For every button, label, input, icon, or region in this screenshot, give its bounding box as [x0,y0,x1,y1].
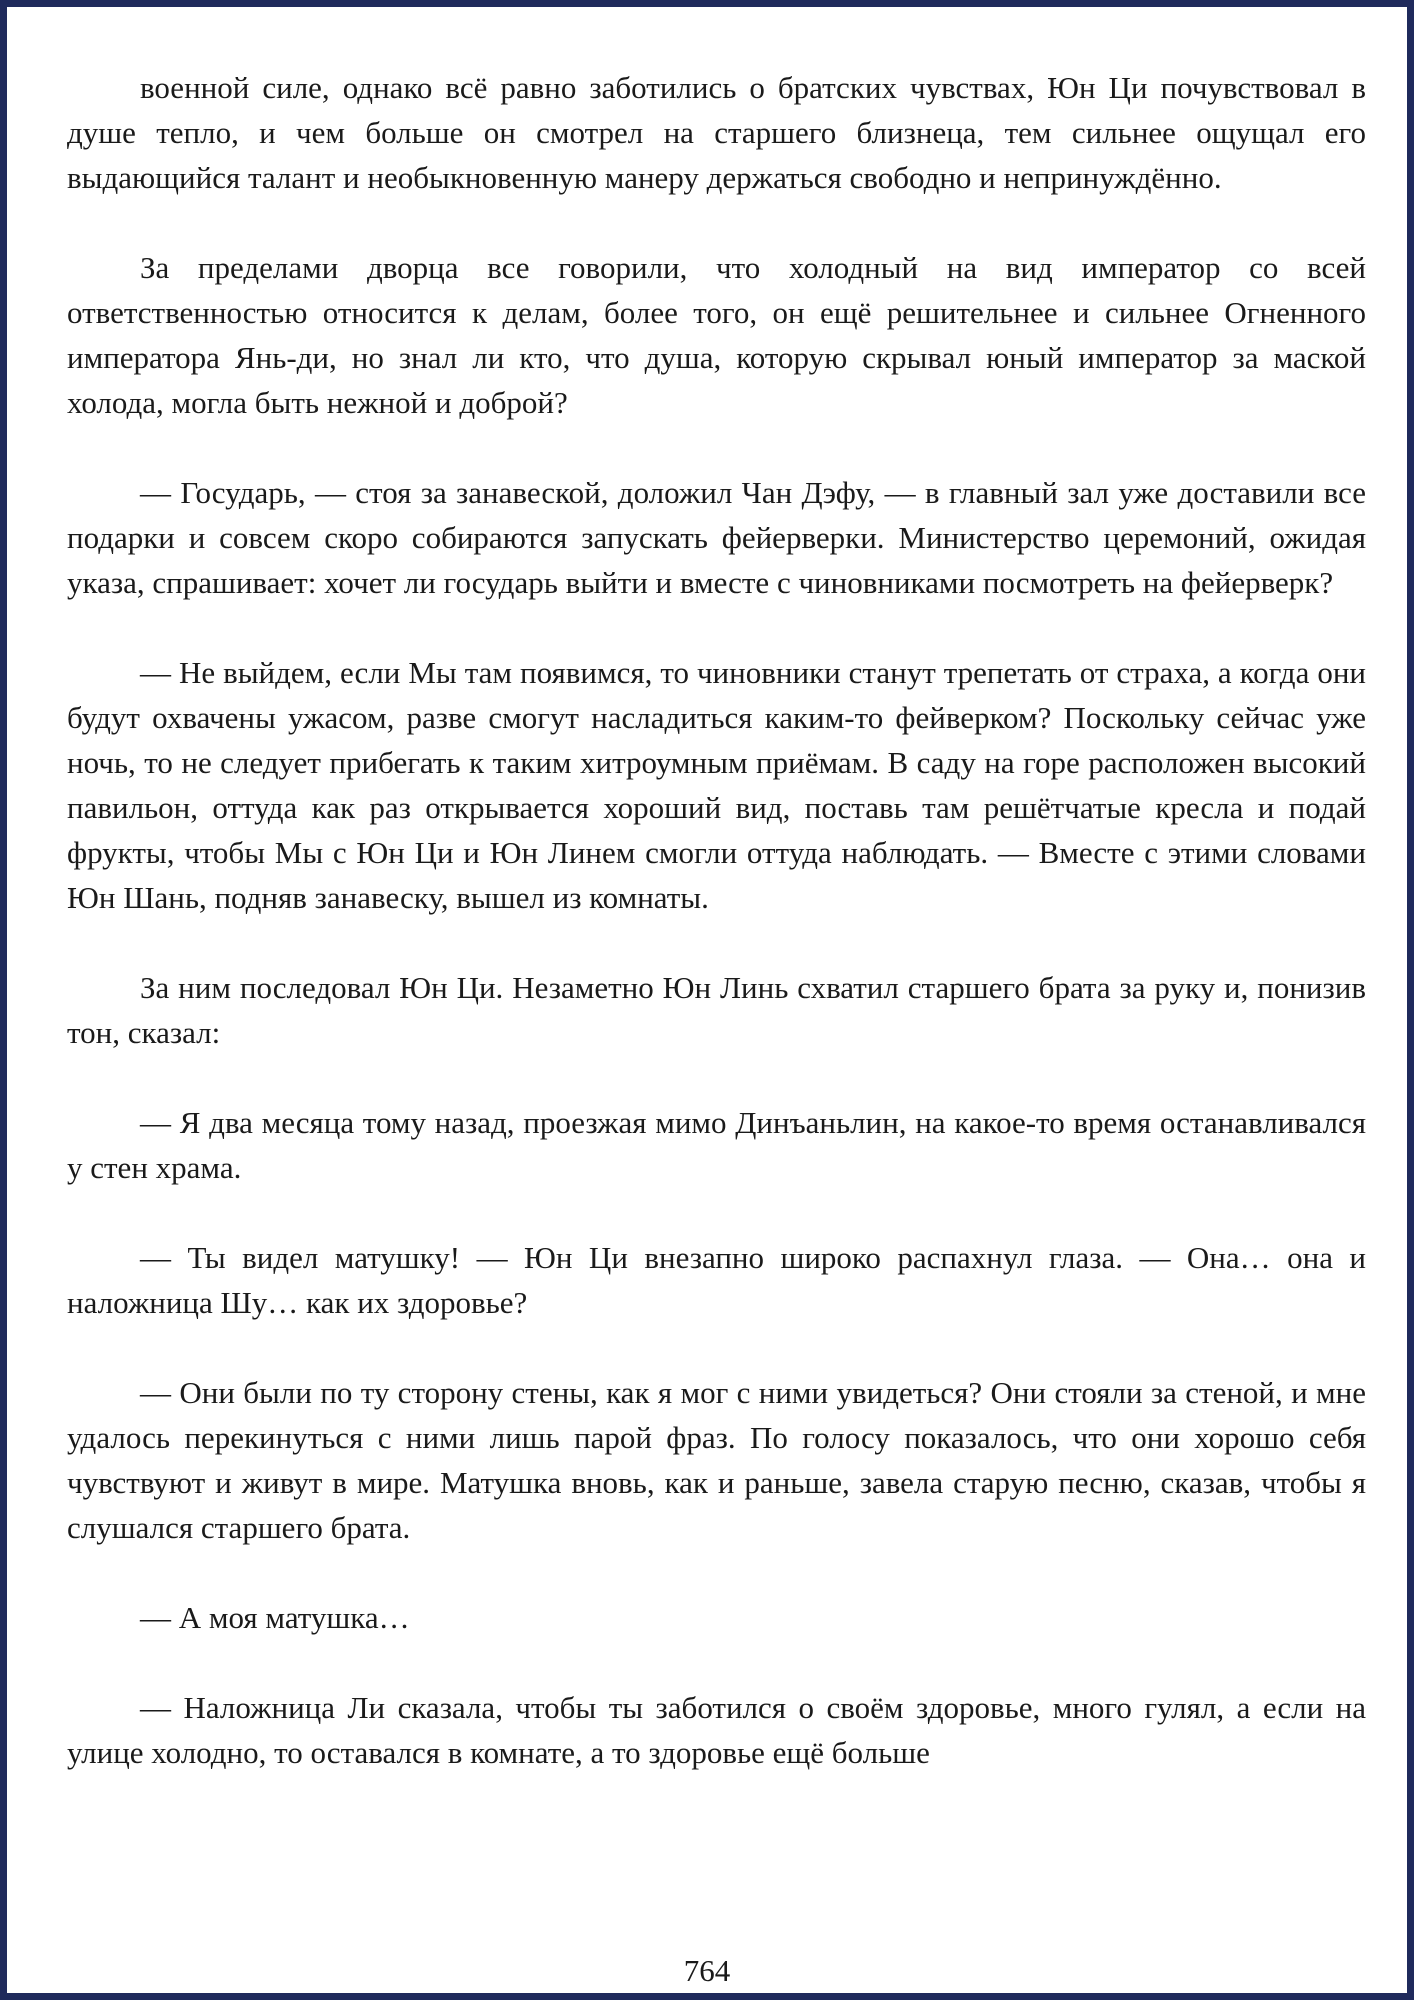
paragraph: — А моя матушка… [140,1600,410,1635]
text-body [67,65,1366,1820]
paragraph: За ним последовал Юн Ци. Незаметно Юн Линь схватил старшего брата за руку и, понизив тон, сказал: [67,970,1366,1050]
paragraph: За пределами дворца все говорили, что холодный на вид император со всей ответственностью относится к делам, более того, он ещё решительнее и сильнее Огненного императора Янь-ди, но знал ли кто, что душа, которую скрывал юный император за маской холода, могла быть нежной и доброй? [67,250,1366,420]
paragraph: — Наложница Ли сказала, чтобы ты заботился о своём здоровье, много гулял, а если на улице холодно, то оставался в комнате, а то здоровье ещё больше [67,1690,1366,1770]
paragraph: военной силе, однако всё равно заботились о братских чувствах, Юн Ци почувствовал в душе тепло, и чем больше он смотрел на старшего близнеца, тем сильнее ощущал его выдающийся талант и необыкновенную манеру держаться свободно и непринуждённо. [67,70,1366,195]
paragraph: — Они были по ту сторону стены, как я мог с ними увидеться? Они стояли за стеной, и мне удалось перекинуться с ними лишь парой фраз. По голосу показалось, что они хорошо себя чувствуют и живут в мире. Матушка вновь, как и раньше, завела старую песню, сказав, чтобы я слушался старшего брата. [67,1375,1366,1545]
paragraph: — Ты видел матушку! — Юн Ци внезапно широко распахнул глаза. — Она… она и наложница Шу… как их здоровье? [67,1240,1366,1320]
page-number: 764 [683,1953,731,1988]
paragraph: — Не выйдем, если Мы там появимся, то чиновники станут трепетать от страха, а когда они будут охвачены ужасом, разве смогут насладиться каким-то фейверком? Поскольку сейчас уже ночь, то не следует прибегать к таким хитроумным приёмам. В саду на горе расположен высокий павильон, оттуда как раз открывается хороший вид, поставь там решётчатые кресла и подай фрукты, чтобы Мы с Юн Ци и Юн Линем смогли оттуда наблюдать. — Вместе с этими словами Юн Шань, подняв занавеску, вышел из комнаты. [67,655,1366,915]
paragraph: — Я два месяца тому назад, проезжая мимо Динъаньлин, на какое-то время останавливался у стен храма. [67,1105,1366,1185]
paragraph: — Государь, — стоя за занавеской, доложил Чан Дэфу, — в главный зал уже доставили все подарки и совсем скоро собираются запускать фейерверки. Министерство церемоний, ожидая указа, спрашивает: хочет ли государь выйти и вместе с чиновниками посмотреть на фейерверк? [67,475,1366,600]
